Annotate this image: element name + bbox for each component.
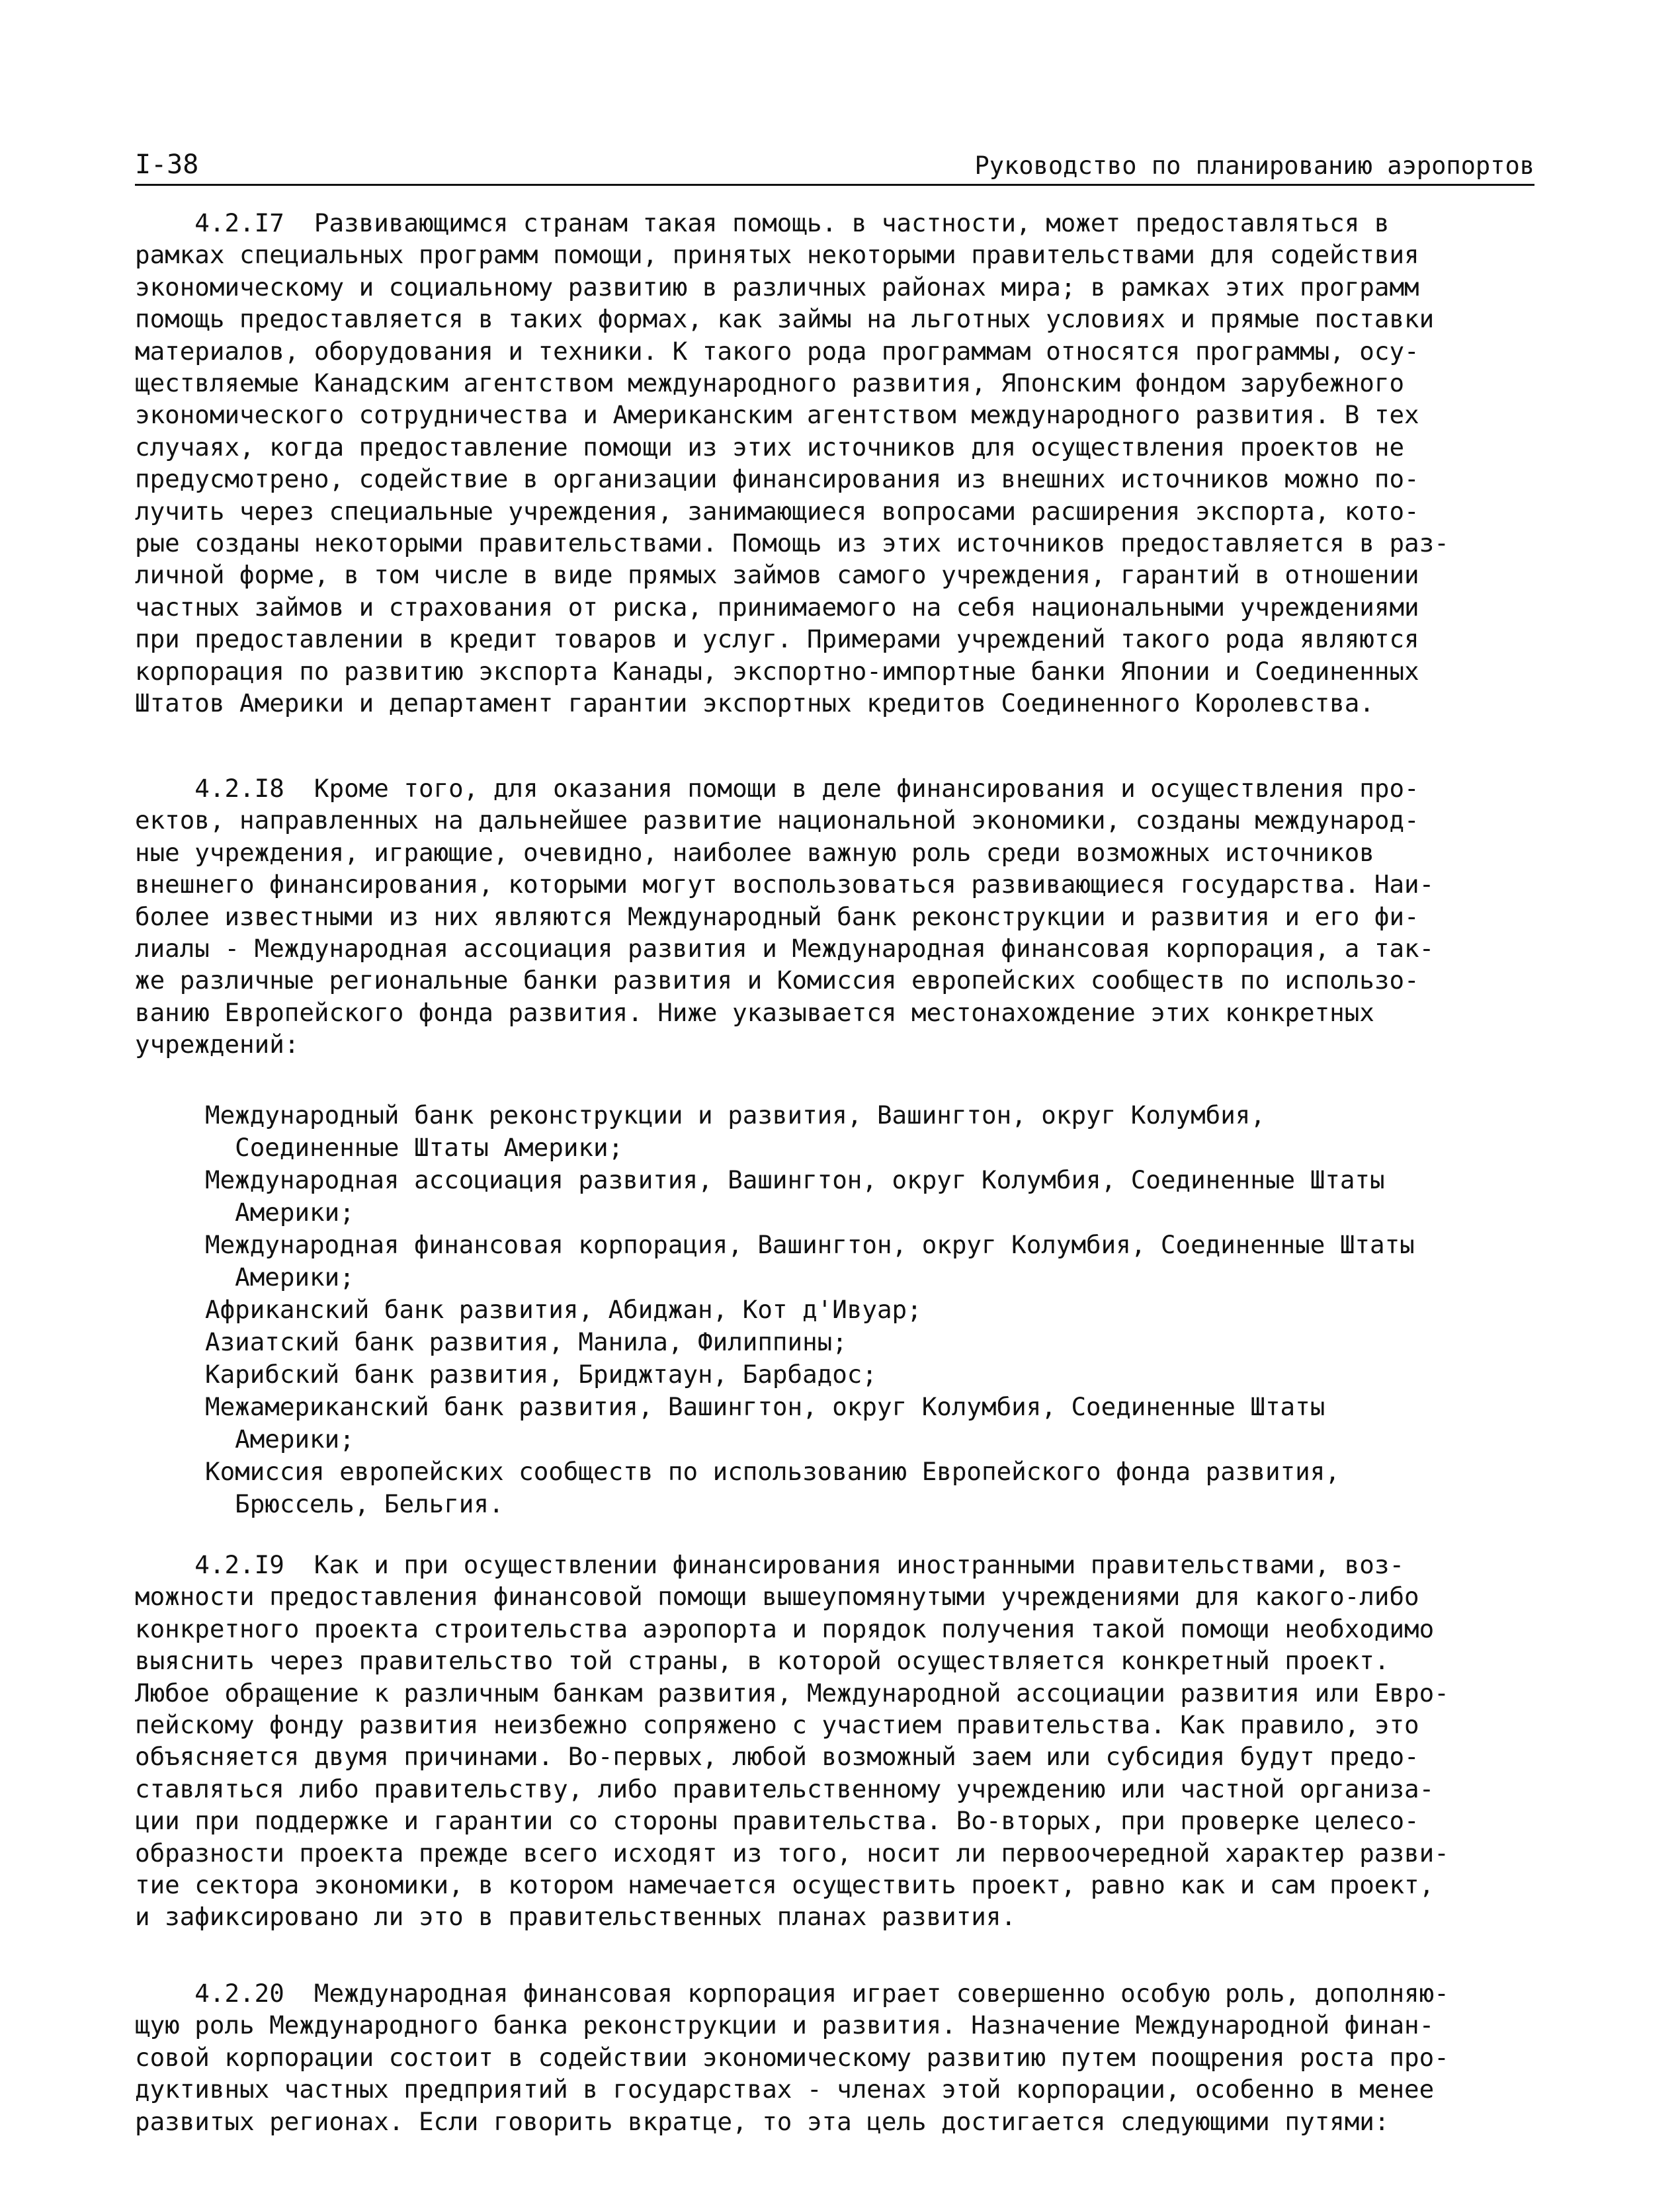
text-line: ные учреждения, играющие, очевидно, наиболее важную роль среди возможных источников bbox=[135, 837, 1374, 867]
paragraph-4-2-19 bbox=[135, 1549, 1550, 1933]
text-line: случаях, когда предоставление помощи из этих источников для осуществления проектов не bbox=[135, 432, 1405, 462]
paragraph-4-2-17 bbox=[135, 207, 1550, 720]
text-line: при предоставлении в кредит товаров и услуг. Примерами учреждений такого рода являются bbox=[135, 624, 1419, 654]
text-line: лиалы - Международная ассоциация развития и Международная финансовая корпорация, а так- bbox=[135, 934, 1435, 964]
list-item-line: Америки; bbox=[205, 1424, 355, 1454]
list-item-line: Америки; bbox=[205, 1198, 355, 1227]
text-line: экономического сотрудничества и Американским агентством международного развития. В тех bbox=[135, 400, 1419, 430]
text-line: рамках специальных программ помощи, принятых некоторыми правительствами для содействия bbox=[135, 240, 1419, 270]
text-line: предусмотрено, содействие в организации финансирования из внешних источников можно по- bbox=[135, 464, 1419, 494]
text-line: совой корпорации состоит в содействии экономическому развитию путем поощрения роста про- bbox=[135, 2042, 1449, 2072]
list-item-line: Комиссия европейских сообществ по использованию Европейского фонда развития, bbox=[205, 1457, 1340, 1486]
text-line: 4.2.I8 Кроме того, для оказания помощи в деле финансирования и осуществления про- bbox=[135, 774, 1419, 803]
running-title: Руководство по планированию аэропортов bbox=[974, 151, 1534, 180]
list-item-line: Карибский банк развития, Бриджтаун, Барбадос; bbox=[205, 1360, 877, 1389]
text-line: ции при поддержке и гарантии со стороны правительства. Во-вторых, при проверке целесо- bbox=[135, 1806, 1419, 1836]
text-line: внешнего финансирования, которыми могут воспользоваться развивающиеся государства. Наи- bbox=[135, 870, 1435, 899]
text-line: учреждений: bbox=[135, 1030, 300, 1059]
text-line: можности предоставления финансовой помощи вышеупомянутыми учреждениями для какого-либо bbox=[135, 1582, 1419, 1612]
text-line: 4.2.I7 Развивающимся странам такая помощь. в частности, может предоставляться в bbox=[135, 208, 1390, 237]
text-line: ектов, направленных на дальнейшее развитие национальной экономики, созданы международ- bbox=[135, 805, 1419, 835]
text-line: материалов, оборудования и техники. К такого рода программам относятся программы, осу- bbox=[135, 336, 1419, 366]
text-line: конкретного проекта строительства аэропорта и порядок получения такой помощи необходимо bbox=[135, 1614, 1435, 1643]
text-line: выяснить через правительство той страны, в которой осуществляется конкретный проект. bbox=[135, 1646, 1390, 1676]
text-line: Любое обращение к различным банкам развития, Международной ассоциации развития или Евро- bbox=[135, 1678, 1449, 1708]
text-line: более известными из них являются Международный банк реконструкции и развития и его фи- bbox=[135, 901, 1419, 931]
page-number: I-38 bbox=[135, 149, 199, 180]
list-item-line: Международный банк реконструкции и развития, Вашингтон, округ Колумбия, bbox=[205, 1100, 1265, 1130]
text-line: ванию Европейского фонда развития. Ниже указывается местонахождение этих конкретных bbox=[135, 997, 1374, 1027]
institutions-list bbox=[205, 1099, 1548, 1520]
text-line: пейскому фонду развития неизбежно сопряжено с участием правительства. Как правило, это bbox=[135, 1710, 1419, 1740]
text-line: же различные региональные банки развития и Комиссия европейских сообществ по использо- bbox=[135, 966, 1419, 995]
text-line: ставляться либо правительству, либо правительственному учреждению или частной организа- bbox=[135, 1774, 1435, 1803]
text-line: образности проекта прежде всего исходят из того, носит ли первоочередной характер разви- bbox=[135, 1838, 1449, 1868]
list-item-line: Соединенные Штаты Америки; bbox=[205, 1133, 624, 1162]
paragraph-4-2-20 bbox=[135, 1977, 1550, 2137]
text-line: рые созданы некоторыми правительствами. Помощь из этих источников предоставляется в раз- bbox=[135, 528, 1449, 558]
text-line: 4.2.I9 Как и при осуществлении финансирования иностранными правительствами, воз- bbox=[135, 1550, 1405, 1579]
list-item-line: Международная финансовая корпорация, Вашингтон, округ Колумбия, Соединенные Штаты bbox=[205, 1230, 1415, 1259]
text-line: щую роль Международного банка реконструкции и развития. Назначение Международной финан- bbox=[135, 2010, 1435, 2040]
text-line: лучить через специальные учреждения, занимающиеся вопросами расширения экспорта, кото- bbox=[135, 496, 1419, 526]
text-line: объясняется двумя причинами. Во-первых, любой возможный заем или субсидия будут предо- bbox=[135, 1742, 1419, 1772]
text-line: личной форме, в том числе в виде прямых займов самого учреждения, гарантий в отношении bbox=[135, 560, 1419, 590]
text-line: помощь предоставляется в таких формах, как займы на льготных условиях и прямые поставки bbox=[135, 304, 1435, 334]
list-item-line: Азиатский банк развития, Манила, Филиппины; bbox=[205, 1327, 847, 1356]
text-line: развитых регионах. Если говорить вкратце, то эта цель достигается следующими путями: bbox=[135, 2106, 1390, 2136]
list-item-line: Брюссель, Бельгия. bbox=[205, 1489, 504, 1518]
text-line: Штатов Америки и департамент гарантии экспортных кредитов Соединенного Королевства. bbox=[135, 688, 1374, 718]
text-line: и зафиксировано ли это в правительственных планах развития. bbox=[135, 1902, 1017, 1932]
text-line: тие сектора экономики, в котором намечается осуществить проект, равно как и сам проект, bbox=[135, 1870, 1435, 1900]
list-item-line: Америки; bbox=[205, 1262, 355, 1292]
list-item-line: Международная ассоциация развития, Вашингтон, округ Колумбия, Соединенные Штаты bbox=[205, 1165, 1385, 1194]
text-line: корпорация по развитию экспорта Канады, экспортно-импортные банки Японии и Соединенных bbox=[135, 656, 1419, 686]
text-line: экономическому и социальному развитию в различных районах мира; в рамках этих программ bbox=[135, 272, 1419, 302]
list-item-line: Африканский банк развития, Абиджан, Кот д'Ивуар; bbox=[205, 1295, 922, 1324]
list-item-line: Межамериканский банк развития, Вашингтон, округ Колумбия, Соединенные Штаты bbox=[205, 1392, 1325, 1421]
page-header bbox=[135, 148, 1534, 186]
text-line: дуктивных частных предприятий в государствах - членах этой корпорации, особенно в менее bbox=[135, 2075, 1435, 2104]
text-line: 4.2.20 Международная финансовая корпорация играет совершенно особую роль, дополняю- bbox=[135, 1979, 1449, 2008]
paragraph-4-2-18 bbox=[135, 772, 1550, 1061]
text-line: ществляемые Канадским агентством международного развития, Японским фондом зарубежного bbox=[135, 368, 1405, 398]
text-line: частных займов и страхования от риска, принимаемого на себя национальными учреждениями bbox=[135, 592, 1419, 622]
